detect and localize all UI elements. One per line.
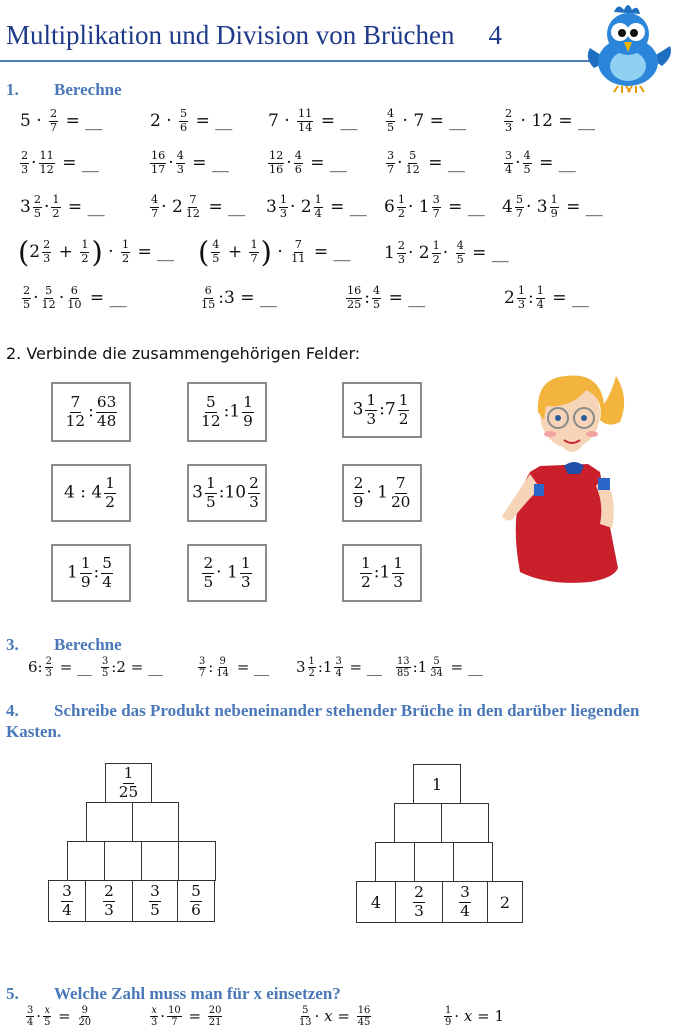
exercise-3a: 6: $\frac{2}{3}$ = __ — [28, 656, 93, 680]
girl-teacher-icon — [500, 368, 645, 596]
exercise-1e: $\frac{2}{3}$ · 12 = __ — [505, 107, 596, 134]
pyramid-right-top: 1 — [413, 764, 461, 804]
match-card-7[interactable]: 1 $\frac{1}{9}$ : $\frac{5}{4}$ — [51, 544, 131, 602]
pyramid-right-base: 4 — [356, 881, 396, 923]
bird-mascot-icon — [580, 0, 676, 94]
exercise-1c: 7 · $\frac{11}{14}$ = __ — [268, 107, 358, 134]
exercise-1k: 3 $\frac{2}{5}$ · $\frac{1}{2}$ = __ — [20, 193, 105, 220]
pyramid-left-cell[interactable] — [67, 841, 105, 881]
section-5-heading: 5. Welche Zahl muss man für x einsetzen? — [6, 984, 341, 1003]
pyramid-left-base: $\frac{3}{5}$ — [132, 880, 178, 922]
exercise-1j: $\frac{3}{4}$ · $\frac{4}{5}$ = __ — [505, 149, 576, 176]
section-4-heading: 4. Schreibe das Produkt nebeneinander stehender Brüche in den darüber liegenden Kasten. — [6, 701, 640, 741]
section-3-heading: 3. Berechne — [6, 635, 122, 654]
exercise-5c: $\frac{5}{13}$ · x = $\frac{16}{45}$ — [299, 1005, 371, 1029]
match-card-1[interactable]: $\frac{7}{12}$ : $\frac{63}{48}$ — [51, 382, 131, 442]
exercise-1u: $\frac{16}{25}$ : $\frac{4}{5}$ = __ — [347, 284, 426, 311]
pyramid-left-top[interactable]: $\frac{1}{25}$ — [105, 763, 152, 803]
exercise-3e: $\frac{13}{85}$ :1 $\frac{5}{34}$ = __ — [397, 656, 483, 680]
match-card-3[interactable]: 3 $\frac{1}{3}$ :7 $\frac{1}{2}$ — [342, 382, 422, 438]
exercise-3b: $\frac{3}{5}$ :2 = __ — [102, 656, 164, 680]
match-card-6[interactable]: $\frac{2}{9}$ · 1 $\frac{7}{20}$ — [342, 464, 422, 522]
section-2-heading: 2. Verbinde die zusammengehörigen Felder: — [6, 344, 361, 363]
pyramid-left-cell[interactable] — [178, 841, 216, 881]
title-rule — [0, 60, 600, 62]
exercise-1b: 2 · $\frac{5}{6}$ = __ — [150, 107, 233, 134]
pyramid-left-cell[interactable] — [132, 802, 179, 842]
exercise-5d: $\frac{1}{9}$ · x = 1 — [445, 1005, 505, 1029]
pyramid-left-base: $\frac{2}{3}$ — [85, 880, 133, 922]
exercise-1i: $\frac{3}{7}$ · $\frac{5}{12}$ = __ — [387, 149, 465, 176]
pyramid-right-cell[interactable] — [394, 803, 442, 843]
pyramid-left-cell[interactable] — [86, 802, 133, 842]
pyramid-right-cell[interactable] — [414, 842, 454, 882]
exercise-1a: 5 · $\frac{2}{7}$ = __ — [20, 107, 103, 134]
exercise-5b: $\frac{x}{3}$ · $\frac{10}{7}$ = $\frac{20}{21}$ — [151, 1005, 222, 1029]
exercise-1d: $\frac{4}{5}$ · 7 = __ — [387, 107, 467, 134]
exercise-1r: 1 $\frac{2}{3}$ · 2 $\frac{1}{2}$ · $\frac{4}{5}$ = __ — [384, 239, 509, 266]
match-card-5[interactable]: 3 $\frac{1}{5}$ :10 $\frac{2}{3}$ — [187, 464, 267, 522]
exercise-1s: $\frac{2}{5}$ · $\frac{5}{12}$ · $\frac{6}{10}$ = __ — [23, 284, 127, 311]
page-number: 4 — [488, 20, 502, 50]
exercise-1f: $\frac{2}{3}$ · $\frac{11}{12}$ = __ — [21, 149, 99, 176]
pyramid-right-cell[interactable] — [441, 803, 489, 843]
pyramid-right-cell[interactable] — [453, 842, 493, 882]
pyramid-right-base: 2 — [487, 881, 523, 923]
exercise-1l: $\frac{4}{7}$ · 2 $\frac{7}{12}$ = __ — [151, 193, 246, 220]
exercise-1p: (2 $\frac{2}{3}$ + $\frac{1}{2}$ ) · $\frac{1}{2}$ = __ — [18, 235, 175, 269]
section-1-heading: 1. Berechne — [6, 80, 122, 99]
pyramid-left-base: $\frac{3}{4}$ — [48, 880, 86, 922]
pyramid-right-cell[interactable] — [375, 842, 415, 882]
exercise-5a: $\frac{3}{4}$ · $\frac{x}{5}$ = $\frac{9}{20}$ — [27, 1005, 92, 1029]
exercise-1g: $\frac{16}{17}$ · $\frac{4}{3}$ = __ — [151, 149, 229, 176]
match-card-2[interactable]: $\frac{5}{12}$ :1 $\frac{1}{9}$ — [187, 382, 267, 442]
pyramid-left-cell[interactable] — [104, 841, 142, 881]
match-card-4[interactable]: 4 : 4 $\frac{1}{2}$ — [51, 464, 131, 522]
exercise-3c: $\frac{3}{7}$ : $\frac{9}{14}$ = __ — [199, 656, 270, 680]
exercise-1v: 2 $\frac{1}{3}$ : $\frac{1}{4}$ = __ — [504, 284, 589, 311]
pyramid-right-base: $\frac{2}{3}$ — [395, 881, 443, 923]
match-card-9[interactable]: $\frac{1}{2}$ :1 $\frac{1}{3}$ — [342, 544, 422, 602]
exercise-1n: 6 $\frac{1}{2}$ · 1 $\frac{3}{7}$ = __ — [384, 193, 485, 220]
pyramid-left-base: $\frac{5}{6}$ — [177, 880, 215, 922]
pyramid-right-base: $\frac{3}{4}$ — [442, 881, 488, 923]
exercise-1t: $\frac{6}{15}$ :3 = __ — [201, 284, 277, 311]
exercise-1q: ( $\frac{4}{5}$ + $\frac{1}{7}$ ) · $\frac{7}{11}$ = __ — [198, 235, 351, 269]
page-title: Multiplikation und Division von Brüchen 4 — [6, 20, 502, 50]
match-card-8[interactable]: $\frac{2}{5}$ · 1 $\frac{1}{3}$ — [187, 544, 267, 602]
pyramid-left-cell[interactable] — [141, 841, 179, 881]
exercise-1m: 3 $\frac{1}{3}$ · 2 $\frac{1}{4}$ = __ — [266, 193, 367, 220]
exercise-1h: $\frac{12}{16}$ · $\frac{4}{6}$ = __ — [269, 149, 347, 176]
exercise-1o: 4 $\frac{5}{7}$ · 3 $\frac{1}{9}$ = __ — [502, 193, 603, 220]
exercise-3d: 3 $\frac{1}{2}$ :1 $\frac{3}{4}$ = __ — [296, 656, 382, 680]
